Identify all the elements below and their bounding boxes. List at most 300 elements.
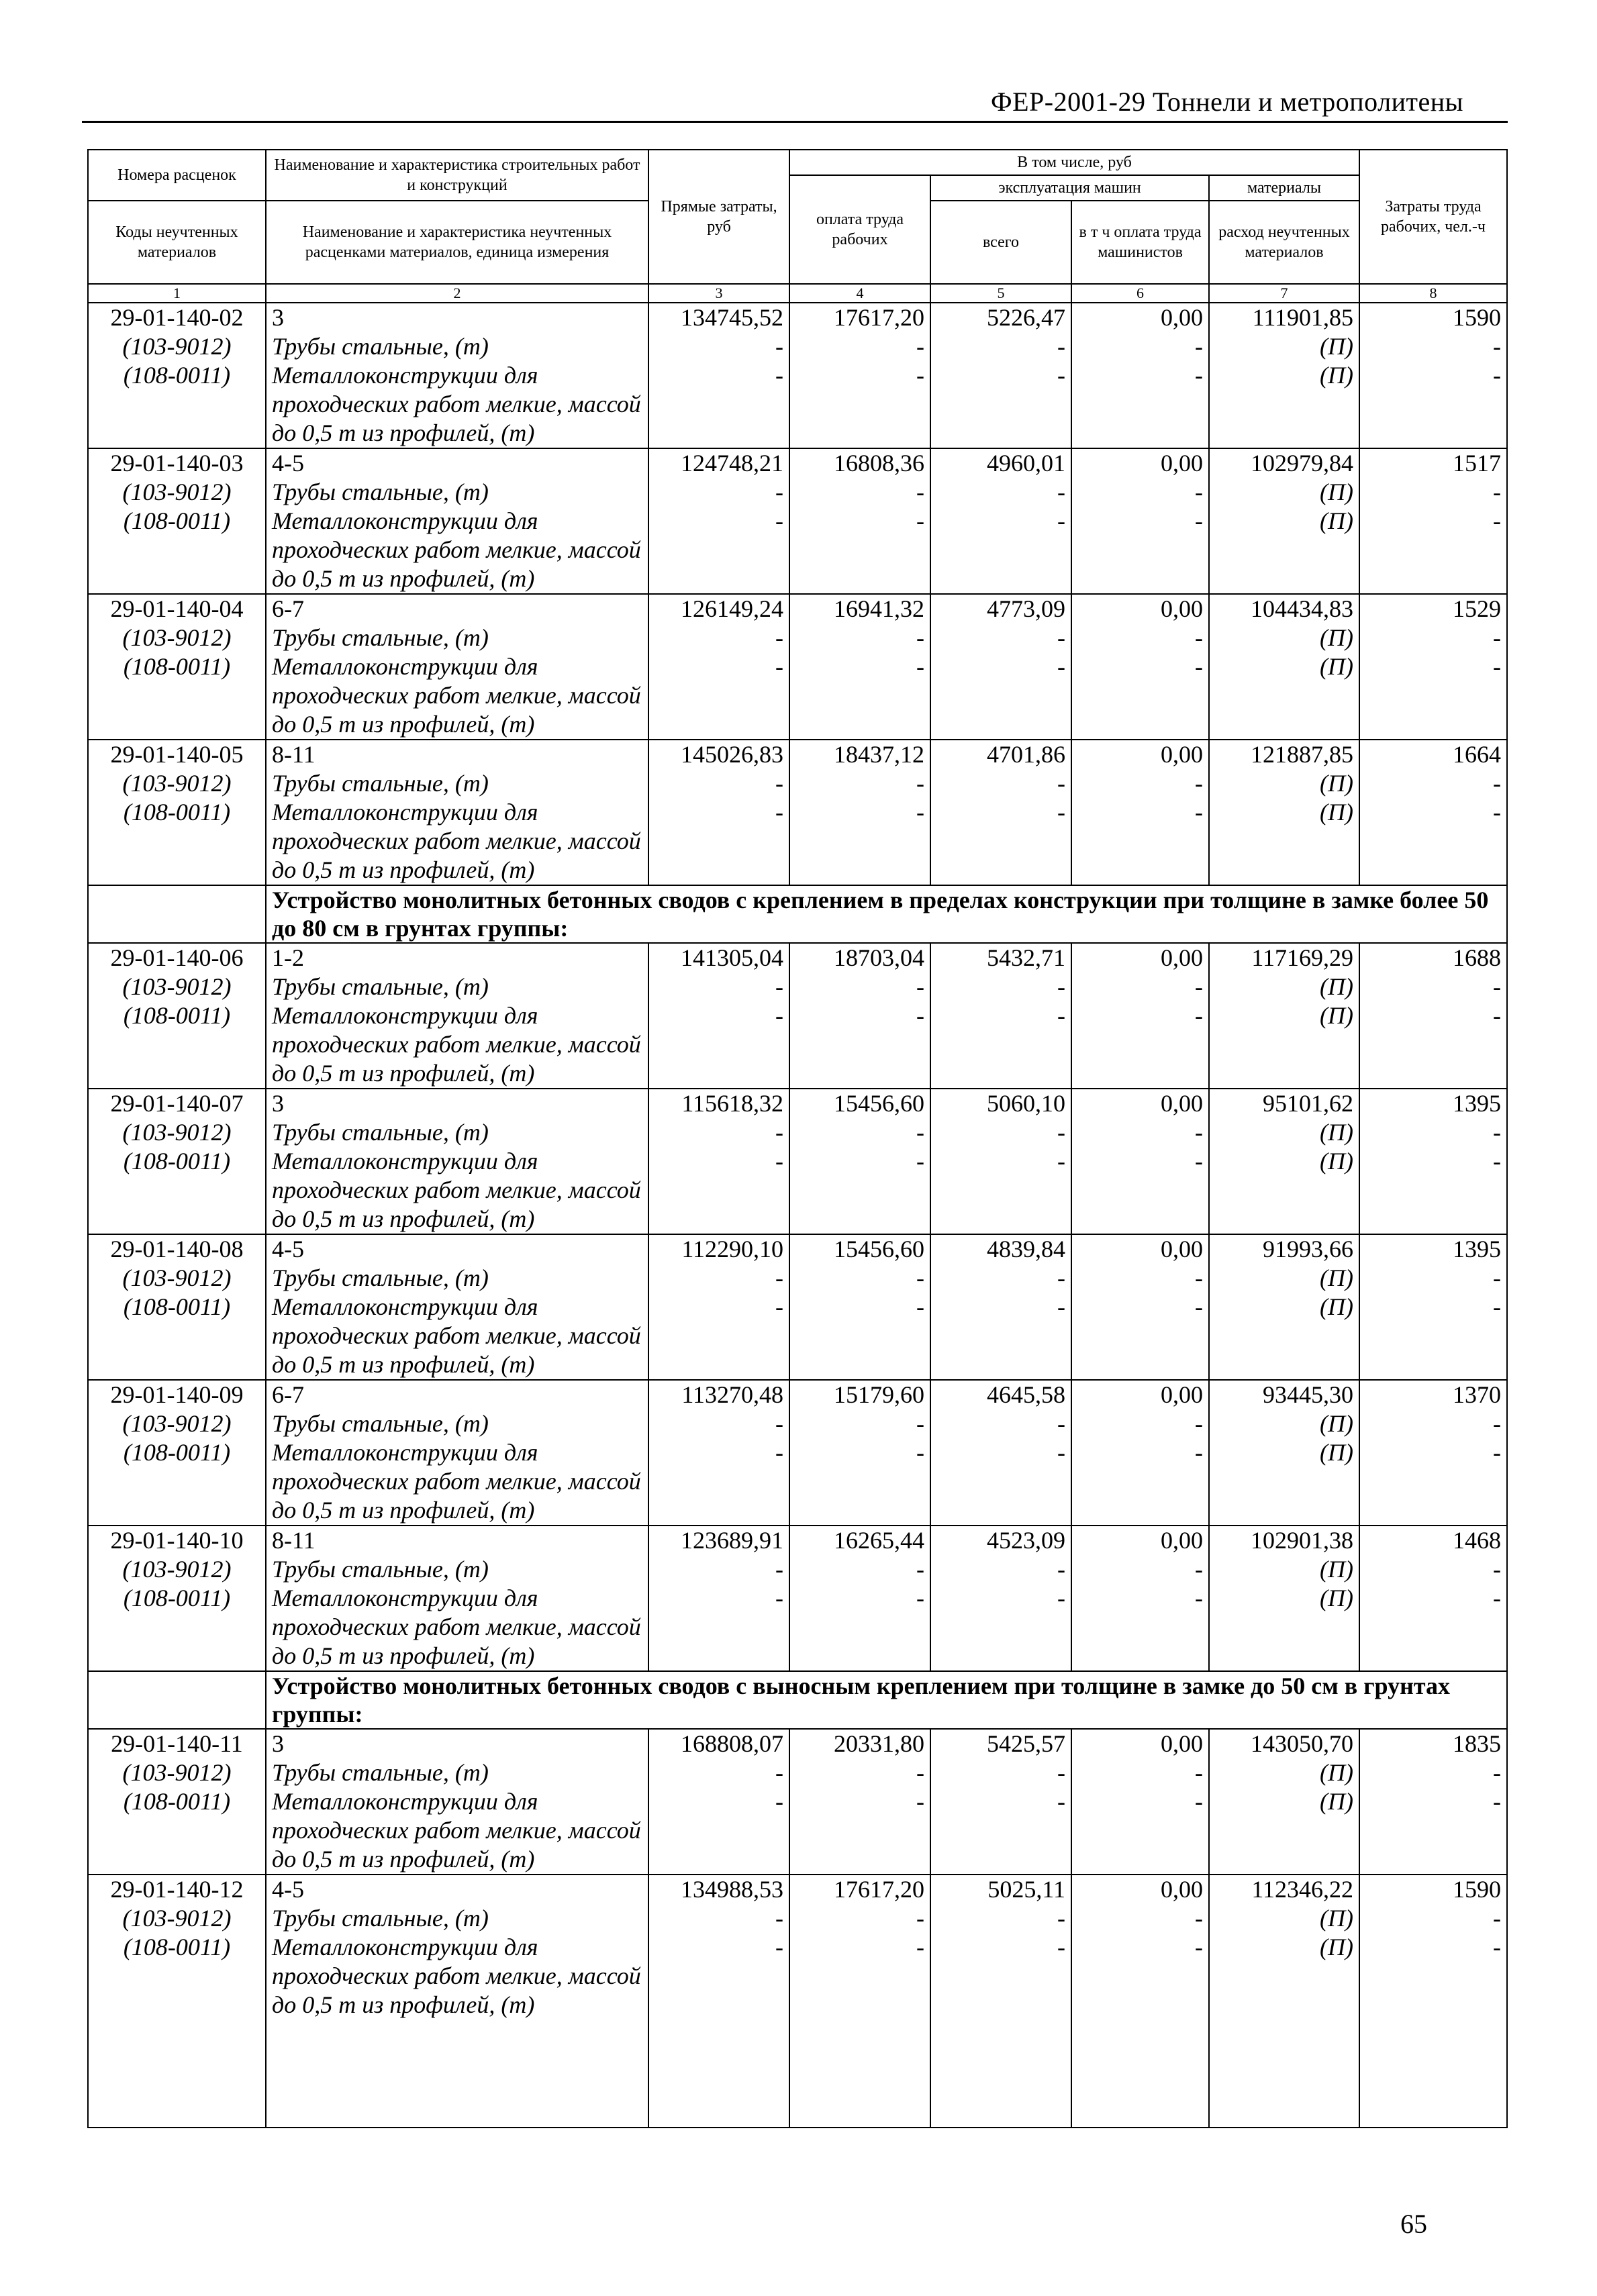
material-row <box>88 1293 1507 1380</box>
empty-value: - <box>1359 1438 1507 1526</box>
material-usage: (П) <box>1209 1438 1359 1526</box>
table-row <box>88 943 1507 972</box>
header-group: В том числе, руб <box>789 150 1359 175</box>
column-number: 3 <box>648 284 789 303</box>
section-heading-row <box>88 1671 1507 1729</box>
material-code: (108-0011) <box>88 361 266 448</box>
material-row <box>88 652 1507 740</box>
material-row <box>88 1933 1507 2019</box>
labor-hours-cell: 1590 <box>1359 303 1507 332</box>
empty-value: - <box>648 1118 789 1147</box>
header-col2-bottom: Наименование и характеристика неучтенных расценками материалов, единица измерения <box>266 201 648 284</box>
soil-group: 4-5 <box>266 1875 648 1904</box>
labor-pay-cell: 20331,80 <box>789 1729 930 1758</box>
material-name: Металлоконструкции для проходческих работ мелкие, массой до 0,5 т из профилей, (т) <box>266 652 648 740</box>
empty-value: - <box>648 1584 789 1671</box>
soil-group: 3 <box>266 1729 648 1758</box>
empty-value: - <box>930 1118 1071 1147</box>
empty-value: - <box>1071 972 1209 1001</box>
direct-costs-cell: 168808,07 <box>648 1729 789 1758</box>
labor-hours-cell: 1590 <box>1359 1875 1507 1904</box>
empty-value: - <box>1359 1147 1507 1234</box>
material-code: (103-9012) <box>88 972 266 1001</box>
soil-group: 8-11 <box>266 740 648 769</box>
empty-value: - <box>789 798 930 885</box>
materials-cell: 93445,30 <box>1209 1380 1359 1409</box>
header-labor-hours: Затраты труда рабочих, чел.-ч <box>1359 150 1507 284</box>
empty-value: - <box>648 798 789 885</box>
rate-code: 29-01-140-02 <box>88 303 266 332</box>
material-code: (103-9012) <box>88 1555 266 1584</box>
material-code: (108-0011) <box>88 1787 266 1875</box>
empty-value: - <box>648 1293 789 1380</box>
empty-value: - <box>1359 1409 1507 1438</box>
material-usage: (П) <box>1209 1118 1359 1147</box>
material-code: (103-9012) <box>88 478 266 507</box>
material-usage: (П) <box>1209 1758 1359 1787</box>
material-name: Трубы стальные, (т) <box>266 1118 648 1147</box>
empty-value: - <box>648 1001 789 1089</box>
header-materials: материалы <box>1209 175 1359 201</box>
empty-value: - <box>930 478 1071 507</box>
empty-value: - <box>1359 1264 1507 1293</box>
section-spacer <box>88 1671 266 1729</box>
rate-code: 29-01-140-04 <box>88 594 266 623</box>
material-row <box>88 1409 1507 1438</box>
empty-value: - <box>1071 361 1209 448</box>
material-name: Металлоконструкции для проходческих работ мелкие, массой до 0,5 т из профилей, (т) <box>266 1787 648 1875</box>
operators-pay-cell: 0,00 <box>1071 1089 1209 1118</box>
empty-value: - <box>1071 798 1209 885</box>
table-row <box>88 1089 1507 1118</box>
rate-code: 29-01-140-08 <box>88 1234 266 1264</box>
empty-value: - <box>789 623 930 652</box>
table-row <box>88 594 1507 623</box>
materials-cell: 121887,85 <box>1209 740 1359 769</box>
empty-value: - <box>648 1758 789 1787</box>
section-spacer <box>88 885 266 943</box>
material-row <box>88 1438 1507 1526</box>
direct-costs-cell: 134745,52 <box>648 303 789 332</box>
material-code: (108-0011) <box>88 1584 266 1671</box>
empty-value: - <box>1071 1933 1209 2019</box>
material-row <box>88 798 1507 885</box>
material-name: Трубы стальные, (т) <box>266 769 648 798</box>
empty-value: - <box>1359 1933 1507 2019</box>
labor-hours-cell: 1664 <box>1359 740 1507 769</box>
empty-value: - <box>789 972 930 1001</box>
material-row <box>88 1758 1507 1787</box>
soil-group: 4-5 <box>266 448 648 478</box>
empty-value: - <box>930 1933 1071 2019</box>
empty-value: - <box>789 1438 930 1526</box>
empty-value: - <box>648 1933 789 2019</box>
header-col1-top: Номера расценок <box>88 150 266 201</box>
direct-costs-cell: 134988,53 <box>648 1875 789 1904</box>
labor-pay-cell: 18437,12 <box>789 740 930 769</box>
column-number: 8 <box>1359 284 1507 303</box>
empty-value: - <box>1071 1555 1209 1584</box>
empty-value: - <box>648 1409 789 1438</box>
labor-hours-cell: 1468 <box>1359 1526 1507 1555</box>
material-name: Трубы стальные, (т) <box>266 478 648 507</box>
page-title: ФЕР-2001-29 Тоннели и метрополитены <box>991 87 1463 117</box>
labor-hours-cell: 1529 <box>1359 594 1507 623</box>
column-number: 1 <box>88 284 266 303</box>
direct-costs-cell: 123689,91 <box>648 1526 789 1555</box>
empty-value: - <box>1359 361 1507 448</box>
empty-value: - <box>1071 1758 1209 1787</box>
rate-code: 29-01-140-09 <box>88 1380 266 1409</box>
column-number: 4 <box>789 284 930 303</box>
empty-cell <box>930 2019 1071 2128</box>
labor-hours-cell: 1395 <box>1359 1089 1507 1118</box>
empty-value: - <box>1359 332 1507 361</box>
header-materials-usage: расход неучтенных материалов <box>1209 201 1359 284</box>
empty-value: - <box>930 1438 1071 1526</box>
material-name: Металлоконструкции для проходческих работ мелкие, массой до 0,5 т из профилей, (т) <box>266 1147 648 1234</box>
material-usage: (П) <box>1209 361 1359 448</box>
material-usage: (П) <box>1209 972 1359 1001</box>
operators-pay-cell: 0,00 <box>1071 448 1209 478</box>
empty-cell <box>648 2019 789 2128</box>
empty-value: - <box>1359 1758 1507 1787</box>
material-name: Трубы стальные, (т) <box>266 1904 648 1933</box>
labor-hours-cell: 1835 <box>1359 1729 1507 1758</box>
empty-value: - <box>930 507 1071 594</box>
material-name: Металлоконструкции для проходческих работ мелкие, массой до 0,5 т из профилей, (т) <box>266 1001 648 1089</box>
empty-value: - <box>648 623 789 652</box>
material-name: Трубы стальные, (т) <box>266 1555 648 1584</box>
empty-value: - <box>789 332 930 361</box>
empty-value: - <box>1071 623 1209 652</box>
empty-value: - <box>1359 972 1507 1001</box>
material-usage: (П) <box>1209 1555 1359 1584</box>
soil-group: 6-7 <box>266 1380 648 1409</box>
header-machines: эксплуатация машин <box>930 175 1209 201</box>
operators-pay-cell: 0,00 <box>1071 1380 1209 1409</box>
material-row <box>88 623 1507 652</box>
machines-cell: 5025,11 <box>930 1875 1071 1904</box>
material-usage: (П) <box>1209 1409 1359 1438</box>
material-code: (103-9012) <box>88 332 266 361</box>
empty-value: - <box>930 652 1071 740</box>
empty-cell <box>1071 2019 1209 2128</box>
material-code: (103-9012) <box>88 623 266 652</box>
direct-costs-cell: 124748,21 <box>648 448 789 478</box>
direct-costs-cell: 112290,10 <box>648 1234 789 1264</box>
operators-pay-cell: 0,00 <box>1071 1526 1209 1555</box>
empty-cell <box>88 2019 266 2128</box>
empty-value: - <box>1071 1001 1209 1089</box>
rate-code: 29-01-140-05 <box>88 740 266 769</box>
material-usage: (П) <box>1209 798 1359 885</box>
material-code: (108-0011) <box>88 652 266 740</box>
direct-costs-cell: 141305,04 <box>648 943 789 972</box>
material-name: Металлоконструкции для проходческих работ мелкие, массой до 0,5 т из профилей, (т) <box>266 1933 648 2019</box>
material-usage: (П) <box>1209 1584 1359 1671</box>
labor-hours-cell: 1688 <box>1359 943 1507 972</box>
material-usage: (П) <box>1209 652 1359 740</box>
empty-value: - <box>1359 1584 1507 1671</box>
empty-value: - <box>789 769 930 798</box>
labor-pay-cell: 15179,60 <box>789 1380 930 1409</box>
material-row <box>88 332 1507 361</box>
empty-value: - <box>1071 1904 1209 1933</box>
material-row <box>88 1555 1507 1584</box>
table-header <box>88 150 1507 303</box>
labor-pay-cell: 15456,60 <box>789 1089 930 1118</box>
rate-code: 29-01-140-11 <box>88 1729 266 1758</box>
table-body <box>88 303 1507 2128</box>
material-name: Трубы стальные, (т) <box>266 1264 648 1293</box>
empty-value: - <box>789 1264 930 1293</box>
machines-cell: 4839,84 <box>930 1234 1071 1264</box>
labor-hours-cell: 1370 <box>1359 1380 1507 1409</box>
empty-value: - <box>1071 1264 1209 1293</box>
empty-value: - <box>930 1758 1071 1787</box>
machines-cell: 4523,09 <box>930 1526 1071 1555</box>
material-usage: (П) <box>1209 1147 1359 1234</box>
empty-value: - <box>1359 769 1507 798</box>
empty-value: - <box>1359 1118 1507 1147</box>
materials-cell: 95101,62 <box>1209 1089 1359 1118</box>
direct-costs-cell: 145026,83 <box>648 740 789 769</box>
materials-cell: 111901,85 <box>1209 303 1359 332</box>
table-row <box>88 1526 1507 1555</box>
empty-value: - <box>1071 652 1209 740</box>
direct-costs-cell: 126149,24 <box>648 594 789 623</box>
empty-value: - <box>930 1293 1071 1380</box>
empty-value: - <box>1071 1147 1209 1234</box>
material-name: Металлоконструкции для проходческих работ мелкие, массой до 0,5 т из профилей, (т) <box>266 798 648 885</box>
empty-value: - <box>789 1584 930 1671</box>
material-row <box>88 972 1507 1001</box>
material-code: (103-9012) <box>88 769 266 798</box>
empty-value: - <box>1359 1555 1507 1584</box>
soil-group: 1-2 <box>266 943 648 972</box>
material-row <box>88 1001 1507 1089</box>
material-code: (103-9012) <box>88 1904 266 1933</box>
direct-costs-cell: 113270,48 <box>648 1380 789 1409</box>
empty-value: - <box>648 652 789 740</box>
column-number: 5 <box>930 284 1071 303</box>
material-row <box>88 1904 1507 1933</box>
empty-value: - <box>648 1264 789 1293</box>
empty-value: - <box>930 769 1071 798</box>
material-name: Трубы стальные, (т) <box>266 972 648 1001</box>
empty-cell <box>266 2019 648 2128</box>
empty-value: - <box>930 1584 1071 1671</box>
header-col2-top: Наименование и характеристика строительных работ и конструкций <box>266 150 648 201</box>
materials-cell: 102979,84 <box>1209 448 1359 478</box>
operators-pay-cell: 0,00 <box>1071 594 1209 623</box>
material-name: Трубы стальные, (т) <box>266 1409 648 1438</box>
materials-cell: 91993,66 <box>1209 1234 1359 1264</box>
column-number: 7 <box>1209 284 1359 303</box>
soil-group: 3 <box>266 303 648 332</box>
table-row <box>88 1875 1507 1904</box>
table-row <box>88 448 1507 478</box>
material-usage: (П) <box>1209 1264 1359 1293</box>
table-filler-row <box>88 2019 1507 2128</box>
empty-value: - <box>1071 1787 1209 1875</box>
operators-pay-cell: 0,00 <box>1071 303 1209 332</box>
material-row <box>88 361 1507 448</box>
material-code: (103-9012) <box>88 1118 266 1147</box>
direct-costs-cell: 115618,32 <box>648 1089 789 1118</box>
section-heading: Устройство монолитных бетонных сводов с выносным креплением при толщине в замке до 50 см в грунтах группы: <box>266 1671 1507 1729</box>
empty-value: - <box>789 507 930 594</box>
table-row <box>88 1234 1507 1264</box>
material-usage: (П) <box>1209 1293 1359 1380</box>
page-number: 65 <box>1400 2209 1427 2239</box>
empty-cell <box>1359 2019 1507 2128</box>
material-name: Металлоконструкции для проходческих работ мелкие, массой до 0,5 т из профилей, (т) <box>266 1293 648 1380</box>
empty-value: - <box>1359 1787 1507 1875</box>
empty-value: - <box>789 1933 930 2019</box>
materials-cell: 102901,38 <box>1209 1526 1359 1555</box>
material-code: (103-9012) <box>88 1264 266 1293</box>
material-code: (108-0011) <box>88 1933 266 2019</box>
material-usage: (П) <box>1209 1904 1359 1933</box>
material-usage: (П) <box>1209 1001 1359 1089</box>
soil-group: 3 <box>266 1089 648 1118</box>
empty-value: - <box>648 972 789 1001</box>
machines-cell: 5425,57 <box>930 1729 1071 1758</box>
table-row <box>88 740 1507 769</box>
table-row <box>88 303 1507 332</box>
empty-value: - <box>648 1787 789 1875</box>
machines-cell: 4773,09 <box>930 594 1071 623</box>
empty-value: - <box>930 1409 1071 1438</box>
labor-pay-cell: 16265,44 <box>789 1526 930 1555</box>
header-direct-costs: Прямые затраты, руб <box>648 150 789 284</box>
operators-pay-cell: 0,00 <box>1071 1875 1209 1904</box>
title-rule <box>82 121 1508 123</box>
material-code: (108-0011) <box>88 1001 266 1089</box>
empty-value: - <box>1071 332 1209 361</box>
column-number: 6 <box>1071 284 1209 303</box>
empty-value: - <box>930 1904 1071 1933</box>
header-machines-total: всего <box>930 201 1071 284</box>
material-name: Металлоконструкции для проходческих работ мелкие, массой до 0,5 т из профилей, (т) <box>266 507 648 594</box>
labor-pay-cell: 16808,36 <box>789 448 930 478</box>
empty-value: - <box>1071 1584 1209 1671</box>
section-heading: Устройство монолитных бетонных сводов с креплением в пределах конструкции при толщине в замке более 50 до 80 см в грунтах группы: <box>266 885 1507 943</box>
material-code: (108-0011) <box>88 1438 266 1526</box>
material-code: (103-9012) <box>88 1758 266 1787</box>
materials-cell: 117169,29 <box>1209 943 1359 972</box>
empty-value: - <box>1071 507 1209 594</box>
material-code: (103-9012) <box>88 1409 266 1438</box>
empty-value: - <box>1071 1293 1209 1380</box>
empty-value: - <box>1359 798 1507 885</box>
machines-cell: 5226,47 <box>930 303 1071 332</box>
empty-value: - <box>930 623 1071 652</box>
empty-value: - <box>930 1001 1071 1089</box>
empty-value: - <box>648 1147 789 1234</box>
table-row <box>88 1380 1507 1409</box>
rate-code: 29-01-140-06 <box>88 943 266 972</box>
header-labor-pay: оплата труда рабочих <box>789 175 930 284</box>
material-usage: (П) <box>1209 623 1359 652</box>
material-row <box>88 1584 1507 1671</box>
material-usage: (П) <box>1209 769 1359 798</box>
operators-pay-cell: 0,00 <box>1071 1729 1209 1758</box>
material-code: (108-0011) <box>88 507 266 594</box>
material-usage: (П) <box>1209 1933 1359 2019</box>
soil-group: 6-7 <box>266 594 648 623</box>
material-code: (108-0011) <box>88 1293 266 1380</box>
empty-value: - <box>930 1555 1071 1584</box>
empty-value: - <box>789 1787 930 1875</box>
material-usage: (П) <box>1209 507 1359 594</box>
section-heading-row <box>88 885 1507 943</box>
labor-pay-cell: 18703,04 <box>789 943 930 972</box>
empty-value: - <box>648 507 789 594</box>
empty-value: - <box>789 361 930 448</box>
empty-value: - <box>1359 1904 1507 1933</box>
empty-value: - <box>789 1001 930 1089</box>
empty-value: - <box>1071 1409 1209 1438</box>
empty-value: - <box>1359 623 1507 652</box>
operators-pay-cell: 0,00 <box>1071 1234 1209 1264</box>
machines-cell: 4960,01 <box>930 448 1071 478</box>
empty-value: - <box>789 1147 930 1234</box>
material-name: Трубы стальные, (т) <box>266 332 648 361</box>
operators-pay-cell: 0,00 <box>1071 740 1209 769</box>
empty-value: - <box>648 361 789 448</box>
empty-value: - <box>648 1904 789 1933</box>
column-numbers-row <box>88 284 1507 303</box>
empty-value: - <box>789 652 930 740</box>
empty-value: - <box>648 1555 789 1584</box>
rate-code: 29-01-140-10 <box>88 1526 266 1555</box>
material-name: Металлоконструкции для проходческих работ мелкие, массой до 0,5 т из профилей, (т) <box>266 361 648 448</box>
empty-value: - <box>930 798 1071 885</box>
empty-value: - <box>1071 769 1209 798</box>
material-row <box>88 507 1507 594</box>
soil-group: 8-11 <box>266 1526 648 1555</box>
labor-pay-cell: 17617,20 <box>789 1875 930 1904</box>
empty-value: - <box>930 332 1071 361</box>
empty-value: - <box>1359 478 1507 507</box>
empty-value: - <box>930 1787 1071 1875</box>
material-usage: (П) <box>1209 1787 1359 1875</box>
empty-value: - <box>930 972 1071 1001</box>
empty-value: - <box>1359 1001 1507 1089</box>
material-row <box>88 478 1507 507</box>
empty-value: - <box>789 1555 930 1584</box>
empty-value: - <box>648 769 789 798</box>
material-row <box>88 1147 1507 1234</box>
empty-cell <box>789 2019 930 2128</box>
rate-code: 29-01-140-07 <box>88 1089 266 1118</box>
machines-cell: 5432,71 <box>930 943 1071 972</box>
empty-cell <box>1209 2019 1359 2128</box>
empty-value: - <box>789 1758 930 1787</box>
column-number: 2 <box>266 284 648 303</box>
header-col1-bottom: Коды неучтенных материалов <box>88 201 266 284</box>
material-usage: (П) <box>1209 478 1359 507</box>
empty-value: - <box>1071 1118 1209 1147</box>
material-row <box>88 1264 1507 1293</box>
materials-cell: 104434,83 <box>1209 594 1359 623</box>
material-row <box>88 769 1507 798</box>
labor-hours-cell: 1517 <box>1359 448 1507 478</box>
empty-value: - <box>930 1264 1071 1293</box>
